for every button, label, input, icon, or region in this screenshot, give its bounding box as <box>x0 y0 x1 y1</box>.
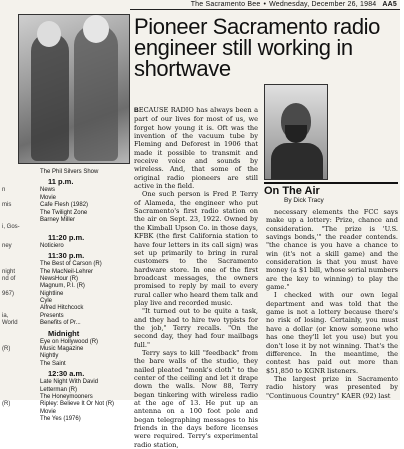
listing-program: The Saint <box>40 360 66 367</box>
listing-program: The Best of Carson (R) <box>40 261 102 268</box>
tv-listings-column <box>0 14 130 423</box>
article-column-2 <box>266 208 398 400</box>
paragraph-text: The largest prize in Sacramento radio history was presented by "Continuous Country" KAER (92) last <box>266 374 398 400</box>
listing-hour: 11:20 p.m. <box>48 232 85 242</box>
listing-program: Ripley: Believe It Or Not (R) <box>40 401 115 408</box>
listing-item <box>0 313 130 320</box>
listing-item <box>0 195 130 202</box>
listing-item <box>0 353 130 360</box>
listing-hour: 11 p.m. <box>48 177 74 187</box>
paragraph-text: "It turned out to be quite a task, and they had to hire two typists for the job," Terry recalls. "On the second day, they had four mailbags full." <box>134 307 258 349</box>
listing-stub: (R) <box>2 346 11 353</box>
listing-stub: 967) <box>2 290 15 297</box>
headline: Pioneer Sacramento radio engineer still working in shortwave <box>134 14 380 81</box>
listing-program: Magnum, P.I. (R) <box>40 283 85 290</box>
masthead-date: Wednesday, December 26, 1984 <box>269 1 377 8</box>
listing-program: The Twilight Zone <box>40 209 88 216</box>
listing-program: Music Magazine <box>40 346 84 353</box>
listing-item <box>0 187 130 194</box>
listing-program: News <box>40 187 56 194</box>
listing-item <box>0 169 130 176</box>
listing-item <box>0 283 130 290</box>
listing-stub: night <box>2 268 16 275</box>
columnist-photo <box>264 84 328 180</box>
column-title: On The Air <box>264 182 398 197</box>
listing-program: Cyle <box>40 298 53 305</box>
paragraph-text: Terry says to kill "feedback" from the bare walls of the studio, they nailed pleated "monk's cloth" to the center of the ceiling and let it drape down the walls. Now 88, Terry began tinkering with wireless radio at the age of 13. He put up an antenna on a 100 foot pole and began telegraphing messages to his friends in the days before licenses were required. Terry's experimental radio station, <box>134 348 258 449</box>
listing-program: Presents <box>40 312 64 319</box>
column-byline: By Dick Tracy <box>284 197 324 204</box>
listing-program: Movie <box>40 194 57 201</box>
listing-item <box>0 346 130 353</box>
listing-program: The Honeymooners <box>40 393 93 400</box>
listing-hour: 12:30 a.m. <box>48 369 85 379</box>
listing-item <box>0 394 130 401</box>
paragraph-text: I checked with our own legal department and was told that the game is not a lottery because there's no risk of losing. Certainly, you must have a dollar (or know someone who has one they'll let you use) but you don't lose it by not winning. That's the difference. In the meantime, the contest has paid out more than $51,850 to KGNR listeners. <box>266 291 398 375</box>
listing-item <box>0 409 130 416</box>
listing-item <box>0 298 130 305</box>
listing-program: Late Night With David <box>40 379 99 386</box>
listing-program: Nightline <box>40 290 64 297</box>
article-column-1 <box>134 106 258 449</box>
paragraph-text: necessary elements the FCC says make up a lottery: Prize, chance and consideration. "The prize is 'U.S. savings bonds,'" the reader contends. "the chance is you have a chance to win (it's not a skill game) and the consideration is that you must have money (a $1 bill, whose serial numbers are the key to winning) to play the game." <box>266 208 398 292</box>
article-paragraph <box>266 375 398 400</box>
pioneers-photo <box>18 14 130 164</box>
listing-program: Cafe Flesh (1982) <box>40 202 89 209</box>
listing-stub: ney <box>2 242 12 249</box>
listing-stub: World <box>2 320 18 327</box>
listing-item <box>0 276 130 283</box>
article-paragraph <box>134 349 258 449</box>
article <box>134 12 400 449</box>
listing-item <box>0 305 130 312</box>
listing-program: Movie <box>40 408 57 415</box>
listing-item <box>0 379 130 386</box>
drop-cap: B <box>134 107 139 114</box>
article-paragraph <box>134 106 258 190</box>
listing-stub: (R) <box>2 401 11 408</box>
listing-program: Barney Miller <box>40 216 76 223</box>
paragraph-text: One such person is Fred P. Terry of Alameda, the engineer who put Sacramento's first radio station on the air on Sept. 23, 1922. Owned by the Kimball Upson Co. in those days, KFBK (the first California station to have four letters in its call sign) was set up primarily to bring in rural customers to the Sacramento hardware store. In one of the first broadcast messages, the owners promised to reply by mail to every rural caller who heard them talk and play live and recorded music. <box>134 190 258 307</box>
article-paragraph <box>134 307 258 349</box>
listing-hour: 11:30 p.m. <box>48 251 85 261</box>
listing-stub: nd of <box>2 275 16 282</box>
listing-item <box>0 243 130 250</box>
listing-program: Letterman (R) <box>40 386 78 393</box>
listing-item <box>0 217 130 224</box>
listing-program: NewsHour (R) <box>40 275 79 282</box>
listing-item <box>0 416 130 423</box>
listing-item <box>0 202 130 209</box>
listing-item <box>0 320 130 327</box>
listing-item <box>0 224 130 231</box>
listing-item <box>0 401 130 408</box>
listing-item <box>0 361 130 368</box>
tv-listings <box>0 169 130 424</box>
listing-item <box>0 261 130 268</box>
listing-program: The Yes (1976) <box>40 416 81 423</box>
listing-item <box>0 210 130 217</box>
listing-stub: mis <box>2 202 12 209</box>
listing-program: The Phil Silvers Show <box>40 169 99 175</box>
listing-program: The MacNeil-Lehrer <box>40 268 94 275</box>
article-paragraph <box>266 291 398 374</box>
listing-item <box>0 387 130 394</box>
listing-hour: Midnight <box>48 328 80 338</box>
masthead: The Sacramento Bee • Wednesday, December 26, 1984 AA5 <box>130 0 400 10</box>
masthead-section: AA5 <box>382 1 397 8</box>
listing-program: Eye on Hollywood (R) <box>40 338 99 345</box>
article-paragraph <box>134 190 258 307</box>
listing-item <box>0 339 130 346</box>
masthead-paper: The Sacramento Bee <box>190 1 261 8</box>
paragraph-text: ECAUSE RADIO has always been a part of our lives for most of us, we forget how young it is. Oft was the invention of the vacuum tube by Fleming and Deforest in 1906 that made it possible to transmit and receive voice and sounds by wireless. And, that some of the original radio pioneers are still active in the field. <box>134 106 258 191</box>
listing-stub: ia, <box>2 312 9 319</box>
listing-stub: n <box>2 187 6 194</box>
listing-program: Benefits of Pr... <box>40 320 81 327</box>
listing-program: Noticiero <box>40 242 64 249</box>
listing-program: Nightly <box>40 353 59 360</box>
listing-stub: i, Gos- <box>2 224 20 231</box>
listing-program: Alfred Hitchcock <box>40 305 84 312</box>
listing-item <box>0 269 130 276</box>
article-paragraph <box>266 208 398 291</box>
listing-item <box>0 291 130 298</box>
